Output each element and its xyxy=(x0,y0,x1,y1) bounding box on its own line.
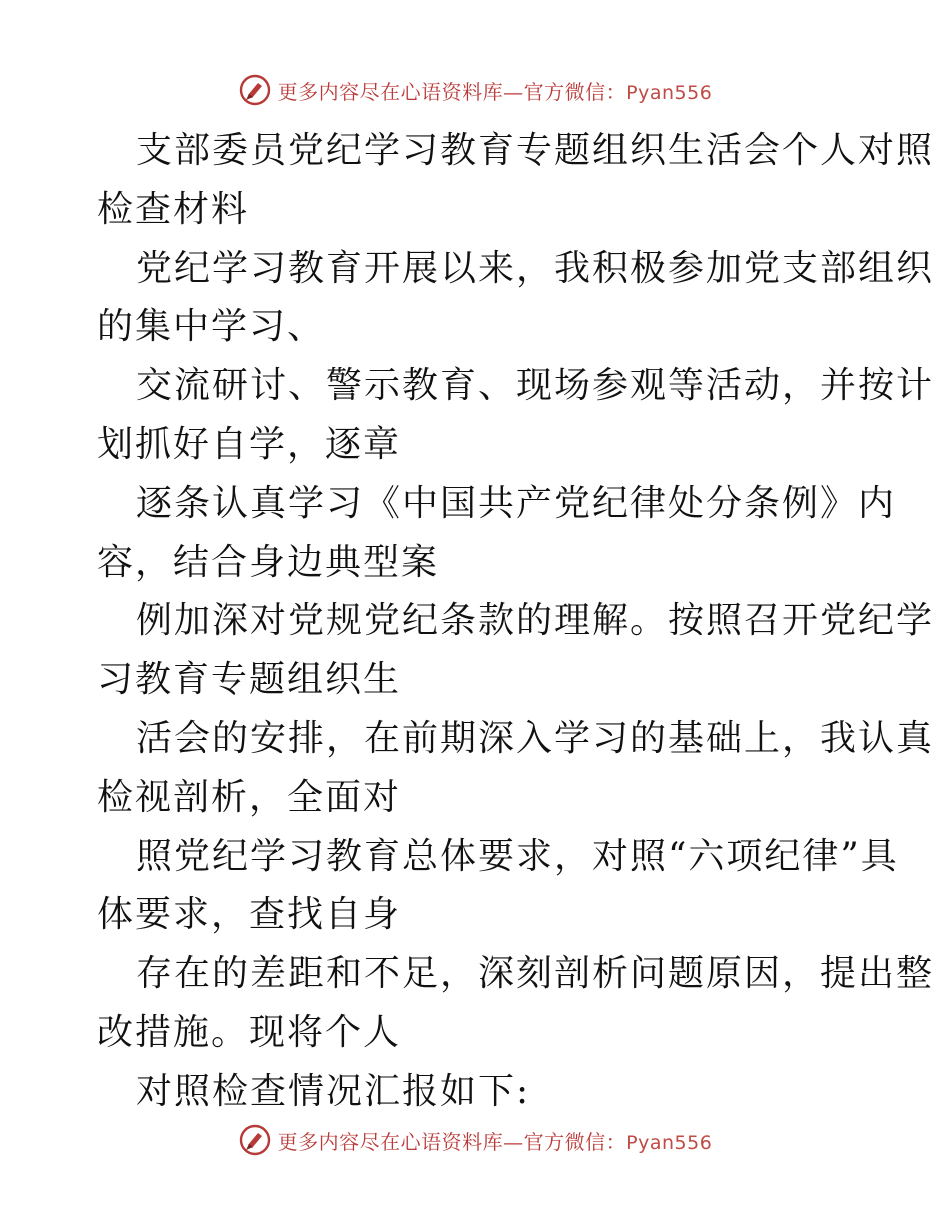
banner-text: 更多内容尽在心语资料库—官方微信：Pyan556 xyxy=(277,1129,713,1154)
document-title-line-2: 检查材料 xyxy=(97,188,250,230)
paragraph-line: 体要求，查找自身 xyxy=(97,894,402,936)
wechat-handle: Pyan556 xyxy=(626,81,713,104)
paragraph-line: 例加深对党规党纪条款的理解。按照召开党纪学 xyxy=(136,600,935,642)
header-banner xyxy=(0,68,950,112)
wechat-handle: Pyan556 xyxy=(626,1131,713,1154)
paragraph-line: 逐条认真学习《中国共产党纪律处分条例》内 xyxy=(136,482,897,524)
paragraph-line: 党纪学习教育开展以来，我积极参加党支部组织 xyxy=(136,247,935,289)
paragraph-line: 活会的安排，在前期深入学习的基础上，我认真 xyxy=(136,717,935,759)
paragraph-line: 容，结合身边典型案 xyxy=(97,541,440,583)
paragraph-line: 对照检查情况汇报如下: xyxy=(136,1070,531,1112)
paragraph-line: 划抓好自学，逐章 xyxy=(97,423,402,465)
footer-banner xyxy=(0,1118,950,1162)
pen-logo-icon xyxy=(238,1123,272,1157)
paragraph-line: 存在的差距和不足，深刻剖析问题原因，提出整 xyxy=(136,953,935,995)
paragraph-line: 照党纪学习教育总体要求，对照“六项纪律”具 xyxy=(136,835,899,877)
document-title-line-1: 支部委员党纪学习教育专题组织生活会个人对照 xyxy=(136,130,935,171)
paragraph-line: 交流研讨、警示教育、现场参观等活动，并按计 xyxy=(136,365,935,407)
paragraph-line: 改措施。现将个人 xyxy=(97,1011,402,1053)
banner-text: 更多内容尽在心语资料库—官方微信：Pyan556 xyxy=(277,79,713,104)
pen-logo-icon xyxy=(238,73,272,107)
paragraph-line: 习教育专题组织生 xyxy=(97,659,402,701)
document-body xyxy=(97,122,935,1122)
paragraph-line: 的集中学习、 xyxy=(97,306,326,348)
paragraph-line: 检视剖析，全面对 xyxy=(97,776,402,818)
